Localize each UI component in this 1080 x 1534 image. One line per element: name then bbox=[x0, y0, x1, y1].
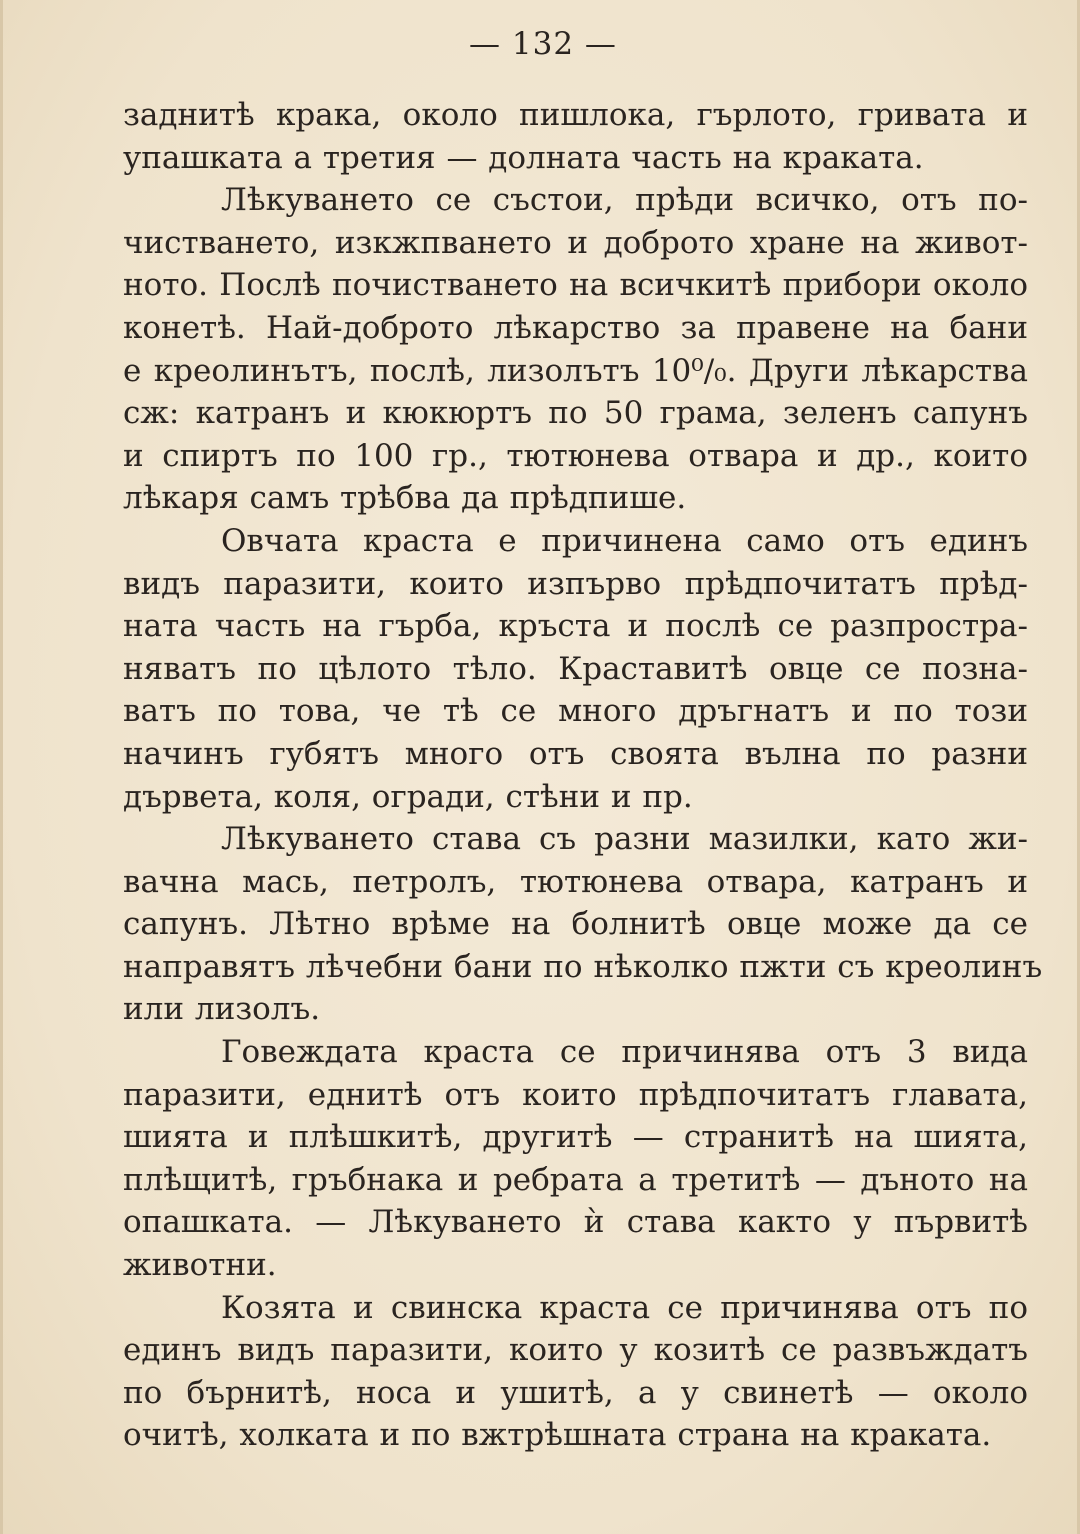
text-line: упашката а третия — долната часть на краката. bbox=[123, 139, 924, 176]
text-line: сж: катранъ и кюкюртъ по 50 грама, зеленъ сапунъ bbox=[123, 395, 1028, 432]
text-line: опашката. — Лѣкуването ѝ става както у първитѣ bbox=[123, 1204, 1028, 1241]
text-line: Лѣкуването се състои, прѣди всичко, отъ по- bbox=[221, 182, 1028, 219]
text-line: чистването, изкжпването и доброто хране на живот- bbox=[123, 224, 1028, 261]
text-line: или лизолъ. bbox=[123, 991, 321, 1028]
text-line: ната часть на гърба, кръста и послѣ се разпростра- bbox=[123, 608, 1028, 645]
text-line: вачна мась, петролъ, тютюнева отвара, катранъ и bbox=[123, 863, 1028, 900]
text-line: дървета, коля, огради, стѣни и пр. bbox=[123, 778, 693, 815]
text-line: шията и плѣшкитѣ, другитѣ — странитѣ на шията, bbox=[123, 1119, 1028, 1156]
text-line: направятъ лѣчебни бани по нѣколко пжти съ креолинъ bbox=[123, 948, 1043, 985]
text-line: конетѣ. Най-доброто лѣкарство за правене на бани bbox=[123, 309, 1028, 346]
text-line: няватъ по цѣлото тѣло. Краставитѣ овце се позна- bbox=[123, 650, 1028, 687]
text-line: Лѣкуването става съ разни мазилки, като жи- bbox=[221, 821, 1028, 858]
text-line: по бърнитѣ, носа и ушитѣ, а у свинетѣ — около bbox=[123, 1374, 1028, 1411]
text-line: сапунъ. Лѣтно врѣме на болнитѣ овце може да се bbox=[123, 906, 1028, 943]
text-line: и спиртъ по 100 гр., тютюнева отвара и др., които bbox=[123, 437, 1028, 474]
text-line: очитѣ, холката и по вжтрѣшната страна на краката. bbox=[123, 1417, 992, 1454]
paragraph bbox=[123, 179, 1028, 520]
text-line: Говеждата краста се причинява отъ 3 вида bbox=[221, 1034, 1028, 1071]
text-line: начинъ губятъ много отъ своята вълна по разни bbox=[123, 735, 1028, 772]
text-line: Козята и свинска краста се причинява отъ по bbox=[221, 1289, 1028, 1326]
page-number: — 132 — bbox=[469, 26, 617, 62]
paragraph bbox=[123, 520, 1028, 818]
paragraph bbox=[123, 1031, 1028, 1287]
paragraph bbox=[123, 818, 1043, 1031]
text-line: паразити, еднитѣ отъ които прѣдпочитатъ главата, bbox=[123, 1076, 1028, 1113]
text-line: лѣкаря самъ трѣбва да прѣдпише. bbox=[123, 480, 687, 517]
paragraph bbox=[123, 1287, 1028, 1457]
text-line: плѣщитѣ, гръбнака и ребрата а третитѣ — дъното на bbox=[123, 1161, 1028, 1198]
text-line: Овчата краста е причинена само отъ единъ bbox=[221, 522, 1028, 559]
text-line: ното. Послѣ почистването на всичкитѣ прибори около bbox=[123, 267, 1028, 304]
paragraph bbox=[123, 94, 1028, 179]
text-body bbox=[123, 94, 1043, 1457]
text-line: животни. bbox=[123, 1247, 277, 1284]
text-line: ватъ по това, че тѣ се много дръгнатъ и по този bbox=[123, 693, 1028, 730]
text-line: е креолинътъ, послѣ, лизолътъ 10⁰/₀. Други лѣкарства bbox=[123, 352, 1028, 389]
text-line: единъ видъ паразити, които у козитѣ се развъждатъ bbox=[123, 1332, 1028, 1369]
text-line: видъ паразити, които изпърво прѣдпочитатъ прѣд- bbox=[123, 565, 1028, 602]
text-line: заднитѣ крака, около пишлока, гърлото, гривата и bbox=[123, 97, 1028, 133]
